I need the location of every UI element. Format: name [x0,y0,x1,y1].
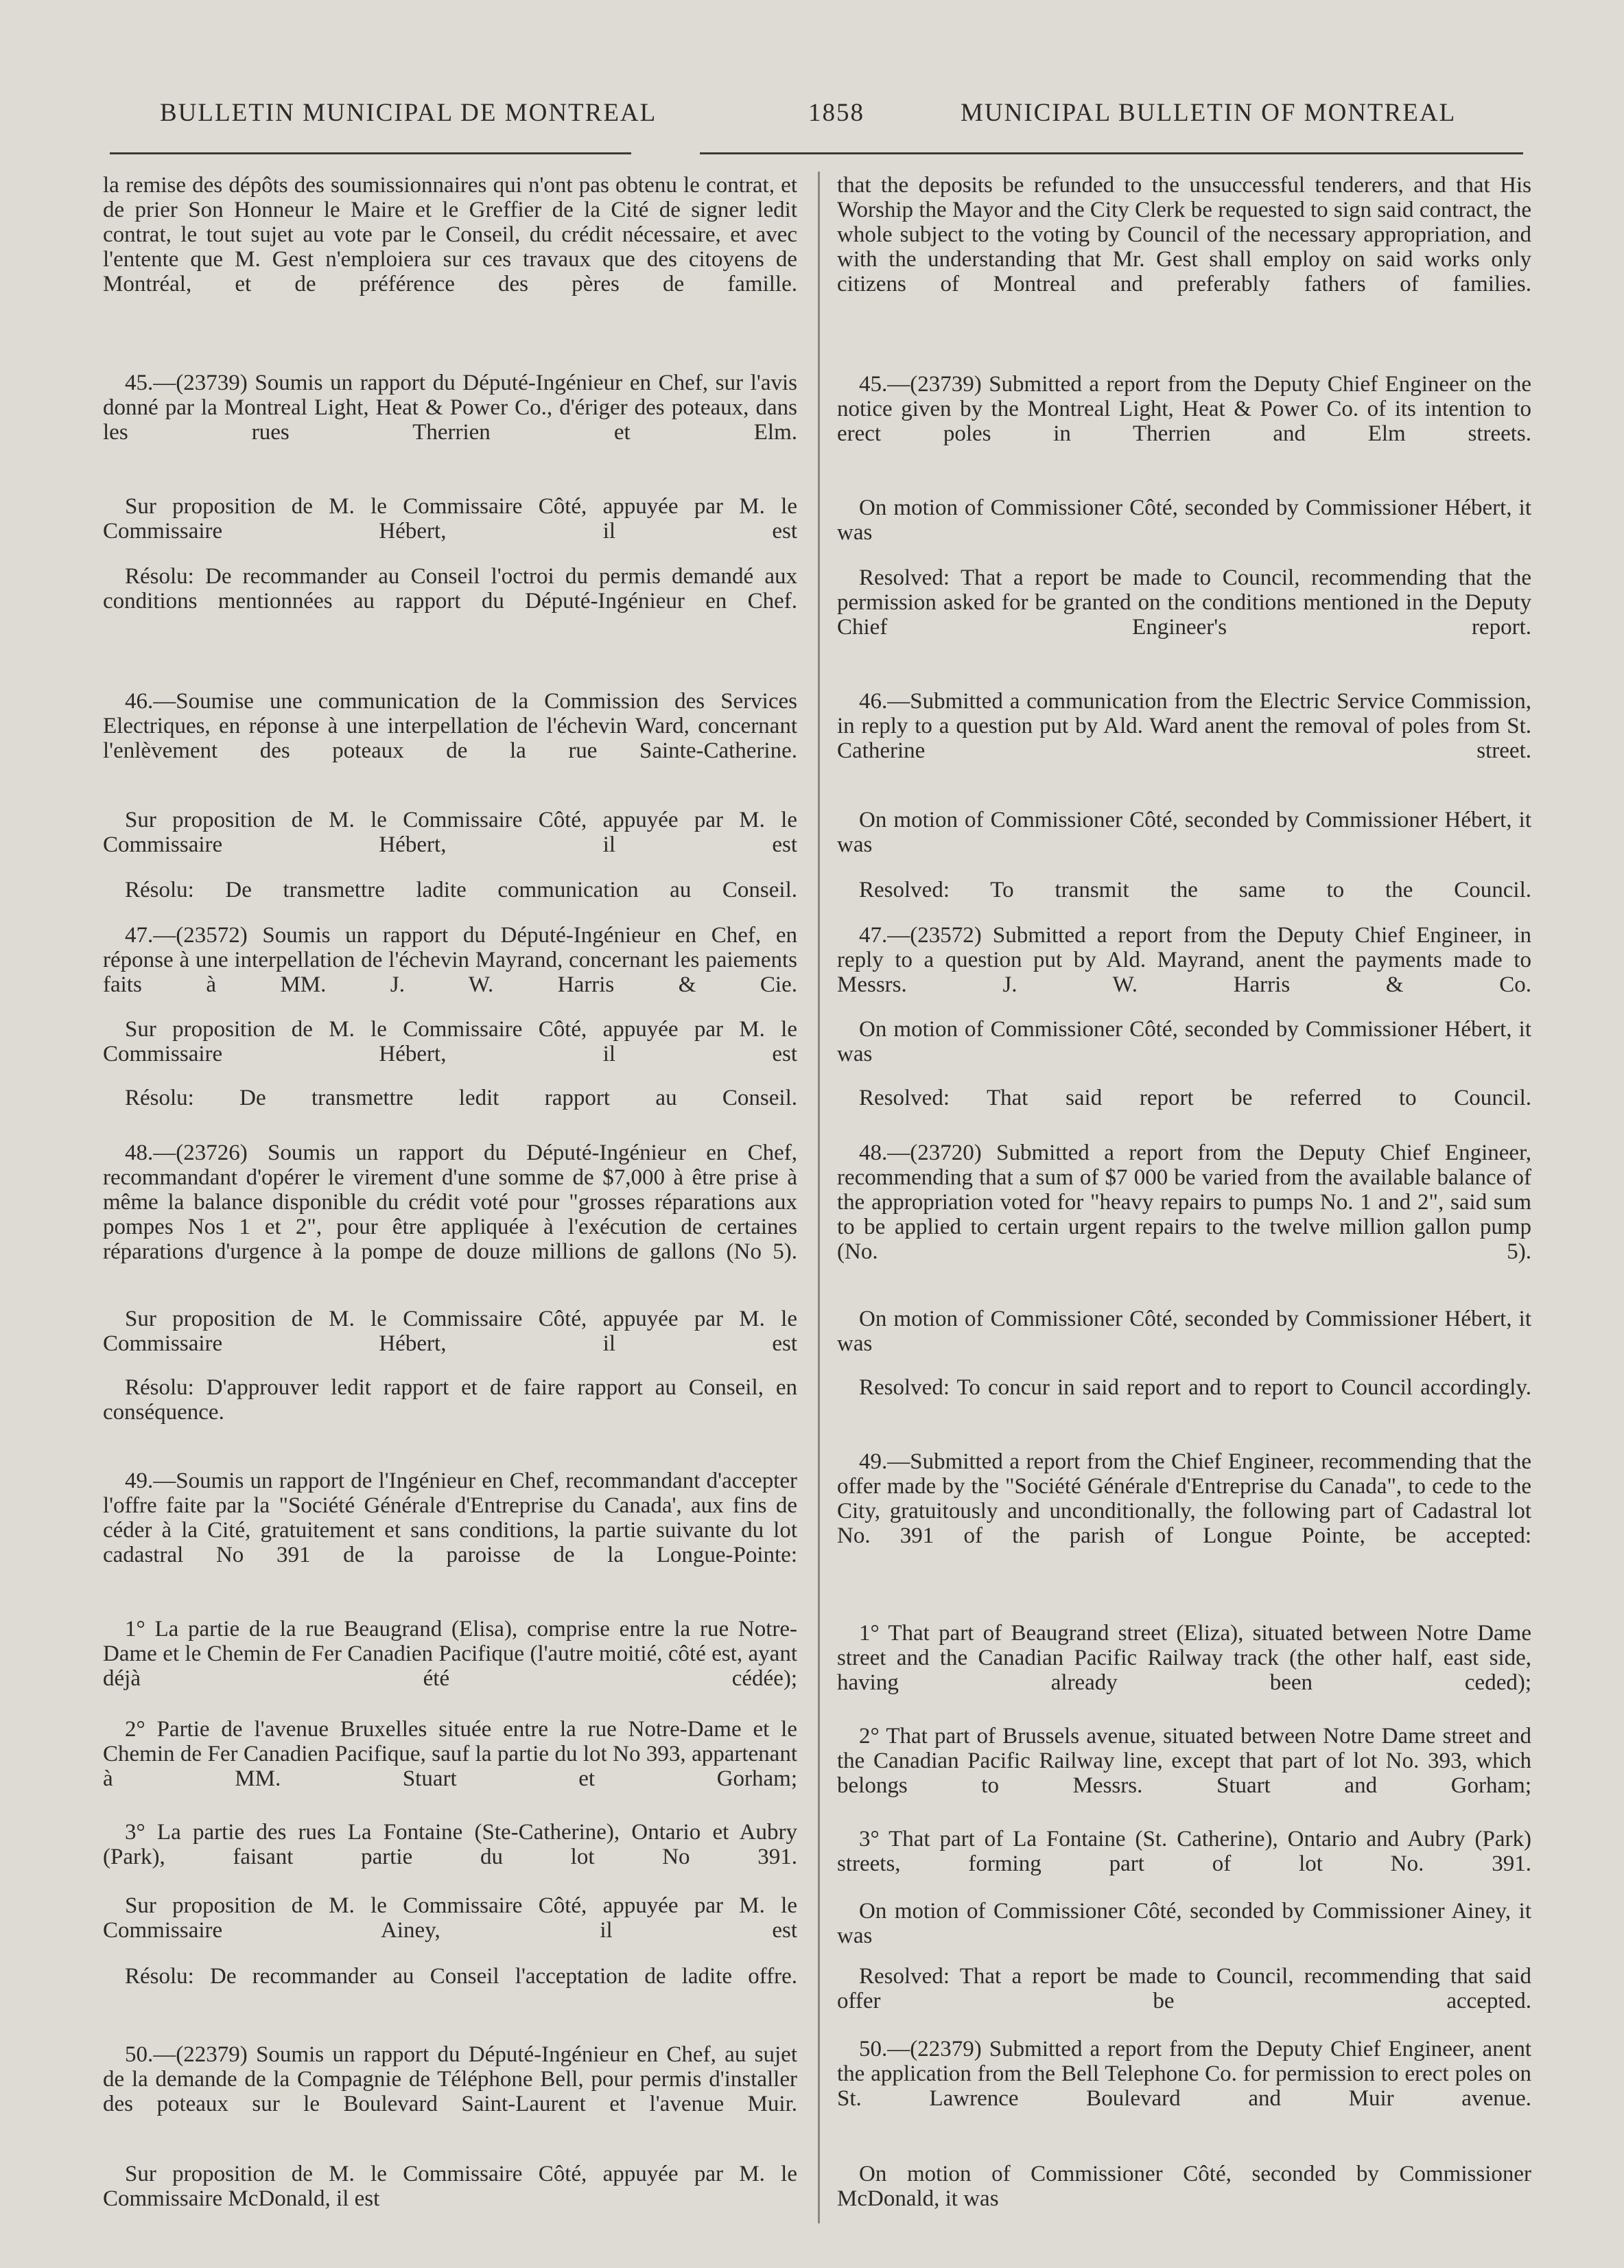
paragraph-en: On motion of Commissioner Côté, seconded by Commissioner Hébert, it was [837,1017,1531,1066]
paragraph-en: Resolved: That said report be referred to Council. [859,1086,1531,1110]
paragraph-en: 46.—Submitted a communication from the Electric Service Commission, in reply to a question put by Ald. Ward anent the removal of poles from St. Catherine street. [837,689,1531,763]
paragraph-fr: Résolu: D'approuver ledit rapport et de faire rapport au Conseil, en conséquence. [103,1375,797,1425]
paragraph-fr: 3° La partie des rues La Fontaine (Ste-Catherine), Ontario et Aubry (Park), faisant partie du lot No 391. [103,1820,797,1869]
paragraph-fr: Sur proposition de M. le Commissaire Côté, appuyée par M. le Commissaire Hébert, il est [103,1307,797,1356]
paragraph-en: On motion of Commissioner Côté, seconded by Commissioner Hébert, it was [837,495,1531,545]
paragraph-en: On motion of Commissioner Côté, seconded by Commissioner Hébert, it was [837,808,1531,857]
paragraph-fr: Résolu: De transmettre ledit rapport au Conseil. [125,1086,797,1110]
column-divider [818,172,820,2223]
paragraph-fr: la remise des dépôts des soumissionnaires qui n'ont pas obtenu le contrat, et de prier Son Honneur le Maire et le Greffier de la Cité de signer ledit contrat, le tout sujet au vote par le Conseil, du crédit nécessaire, et avec l'entente que M. Gest n'emploiera sur ces travaux que des citoyens de Montréal, et de préférence des pères de famille. [103,173,797,296]
paragraph-fr: Résolu: De recommander au Conseil l'octroi du permis demandé aux conditions mentionnées au rapport du Député-Ingénieur en Chef. [103,564,797,613]
paragraph-en: On motion of Commissioner Côté, seconded by Commissioner McDonald, it was [837,2162,1531,2211]
paragraph-fr: 48.—(23726) Soumis un rapport du Député-Ingénieur en Chef, recommandant d'opérer le virement d'une somme de $7,000 à être prise à même la balance disponible du crédit voté pour "grosses réparations aux pompes Nos 1 et 2", pour être appliquée à l'exécution de certaines réparations d'urgence à la pompe de douze millions de gallons (No 5). [103,1141,797,1264]
paragraph-fr: Sur proposition de M. le Commissaire Côté, appuyée par M. le Commissaire Hébert, il est [103,494,797,543]
paragraph-en: Resolved: To concur in said report and to report to Council accordingly. [859,1375,1531,1400]
paragraph-en: 48.—(23720) Submitted a report from the Deputy Chief Engineer, recommending that a sum of $7 000 be varied from the available balance of the appropriation voted for "heavy repairs to pumps No. 1 and 2", said sum to be applied to certain urgent repairs to the twelve million gallon pump (No. 5). [837,1141,1531,1264]
paragraph-en: Resolved: That a report be made to Council, recommending that the permission asked for be granted on the conditions mentioned in the Deputy Chief Engineer's report. [837,565,1531,640]
header-title-french: BULLETIN MUNICIPAL DE MONTREAL [160,99,657,127]
paragraph-fr: 47.—(23572) Soumis un rapport du Député-Ingénieur en Chef, en réponse à une interpellation de l'échevin Mayrand, concernant les paiements faits à MM. J. W. Harris & Cie. [103,923,797,997]
paragraph-en: On motion of Commissioner Côté, seconded by Commissioner Ainey, it was [837,1899,1531,1948]
paragraph-fr: 45.—(23739) Soumis un rapport du Député-Ingénieur en Chef, sur l'avis donné par la Montreal Light, Heat & Power Co., d'ériger des poteaux, dans les rues Therrien et Elm. [103,371,797,445]
paragraph-fr: Résolu: De recommander au Conseil l'acceptation de ladite offre. [125,1964,797,1989]
paragraph-fr: 2° Partie de l'avenue Bruxelles située entre la rue Notre-Dame et le Chemin de Fer Canadien Pacifique, sauf la partie du lot No 393, appartenant à MM. Stuart et Gorham; [103,1717,797,1791]
paragraph-en: 3° That part of La Fontaine (St. Catherine), Ontario and Aubry (Park) streets, forming part of lot No. 391. [837,1827,1531,1876]
paragraph-en: Resolved: To transmit the same to the Council. [859,878,1531,902]
paragraph-fr: 1° La partie de la rue Beaugrand (Elisa), comprise entre la rue Notre-Dame et le Chemin de Fer Canadien Pacifique (l'autre moitié, côté est, ayant déjà été cédée); [103,1617,797,1691]
paragraph-en: On motion of Commissioner Côté, seconded by Commissioner Hébert, it was [837,1307,1531,1356]
header-rule [700,152,1523,154]
paragraph-fr: 49.—Soumis un rapport de l'Ingénieur en Chef, recommandant d'accepter l'offre faite par la "Société Générale d'Entreprise du Canada', aux fins de céder à la Cité, gratuitement et sans conditions, la partie suivante du lot cadastral No 391 de la paroisse de la Longue-Pointe: [103,1469,797,1567]
paragraph-en: 47.—(23572) Submitted a report from the Deputy Chief Engineer, in reply to a question put by Ald. Mayrand, anent the payments made to Messrs. J. W. Harris & Co. [837,923,1531,997]
paragraph-en: 45.—(23739) Submitted a report from the Deputy Chief Engineer on the notice given by the Montreal Light, Heat & Power Co. of its intention to erect poles in Therrien and Elm streets. [837,372,1531,446]
paragraph-fr: 50.—(22379) Soumis un rapport du Député-Ingénieur en Chef, au sujet de la demande de la Compagnie de Téléphone Bell, pour permis d'installer des poteaux sur le Boulevard Saint-Laurent et l'avenue Muir. [103,2042,797,2116]
paragraph-fr: Sur proposition de M. le Commissaire Côté, appuyée par M. le Commissaire Hébert, il est [103,808,797,857]
page-number: 1858 [808,99,864,127]
paragraph-en: 49.—Submitted a report from the Chief Engineer, recommending that the offer made by the "Société Générale d'Entreprise du Canada", to cede to the City, gratuitously and unconditionally, the following part of Cadastral lot No. 391 of the parish of Longue Pointe, be accepted: [837,1449,1531,1548]
paragraph-en: 50.—(22379) Submitted a report from the Deputy Chief Engineer, anent the application from the Bell Telephone Co. for permission to erect poles on St. Lawrence Boulevard and Muir avenue. [837,2037,1531,2111]
paragraph-fr: Sur proposition de M. le Commissaire Côté, appuyée par M. le Commissaire McDonald, il est [103,2162,797,2211]
paragraph-en: 2° That part of Brussels avenue, situated between Notre Dame street and the Canadian Pacific Railway line, except that part of lot No. 393, which belongs to Messrs. Stuart and Gorham; [837,1724,1531,1798]
paragraph-fr: Sur proposition de M. le Commissaire Côté, appuyée par M. le Commissaire Ainey, il est [103,1893,797,1943]
paragraph-fr: 46.—Soumise une communication de la Commission des Services Electriques, en réponse à une interpellation de l'échevin Ward, concernant l'enlèvement des poteaux de la rue Sainte-Catherine. [103,689,797,763]
header-rule [110,152,631,154]
paragraph-fr: Résolu: De transmettre ladite communication au Conseil. [125,878,797,902]
paragraph-fr: Sur proposition de M. le Commissaire Côté, appuyée par M. le Commissaire Hébert, il est [103,1017,797,1066]
header-title-english: MUNICIPAL BULLETIN OF MONTREAL [961,99,1457,127]
paragraph-en: 1° That part of Beaugrand street (Eliza), situated between Notre Dame street and the Canadian Pacific Railway track (the other half, east side, having already been ceded); [837,1621,1531,1695]
paragraph-en: that the deposits be refunded to the unsuccessful tenderers, and that His Worship the Mayor and the City Clerk be requested to sign said contract, the whole subject to the voting by Council of the necessary appropriation, and with the understanding that Mr. Gest shall employ on said works only citizens of Montreal and preferably fathers of families. [837,173,1531,296]
paragraph-en: Resolved: That a report be made to Council, recommending that said offer be accepted. [837,1964,1531,2013]
